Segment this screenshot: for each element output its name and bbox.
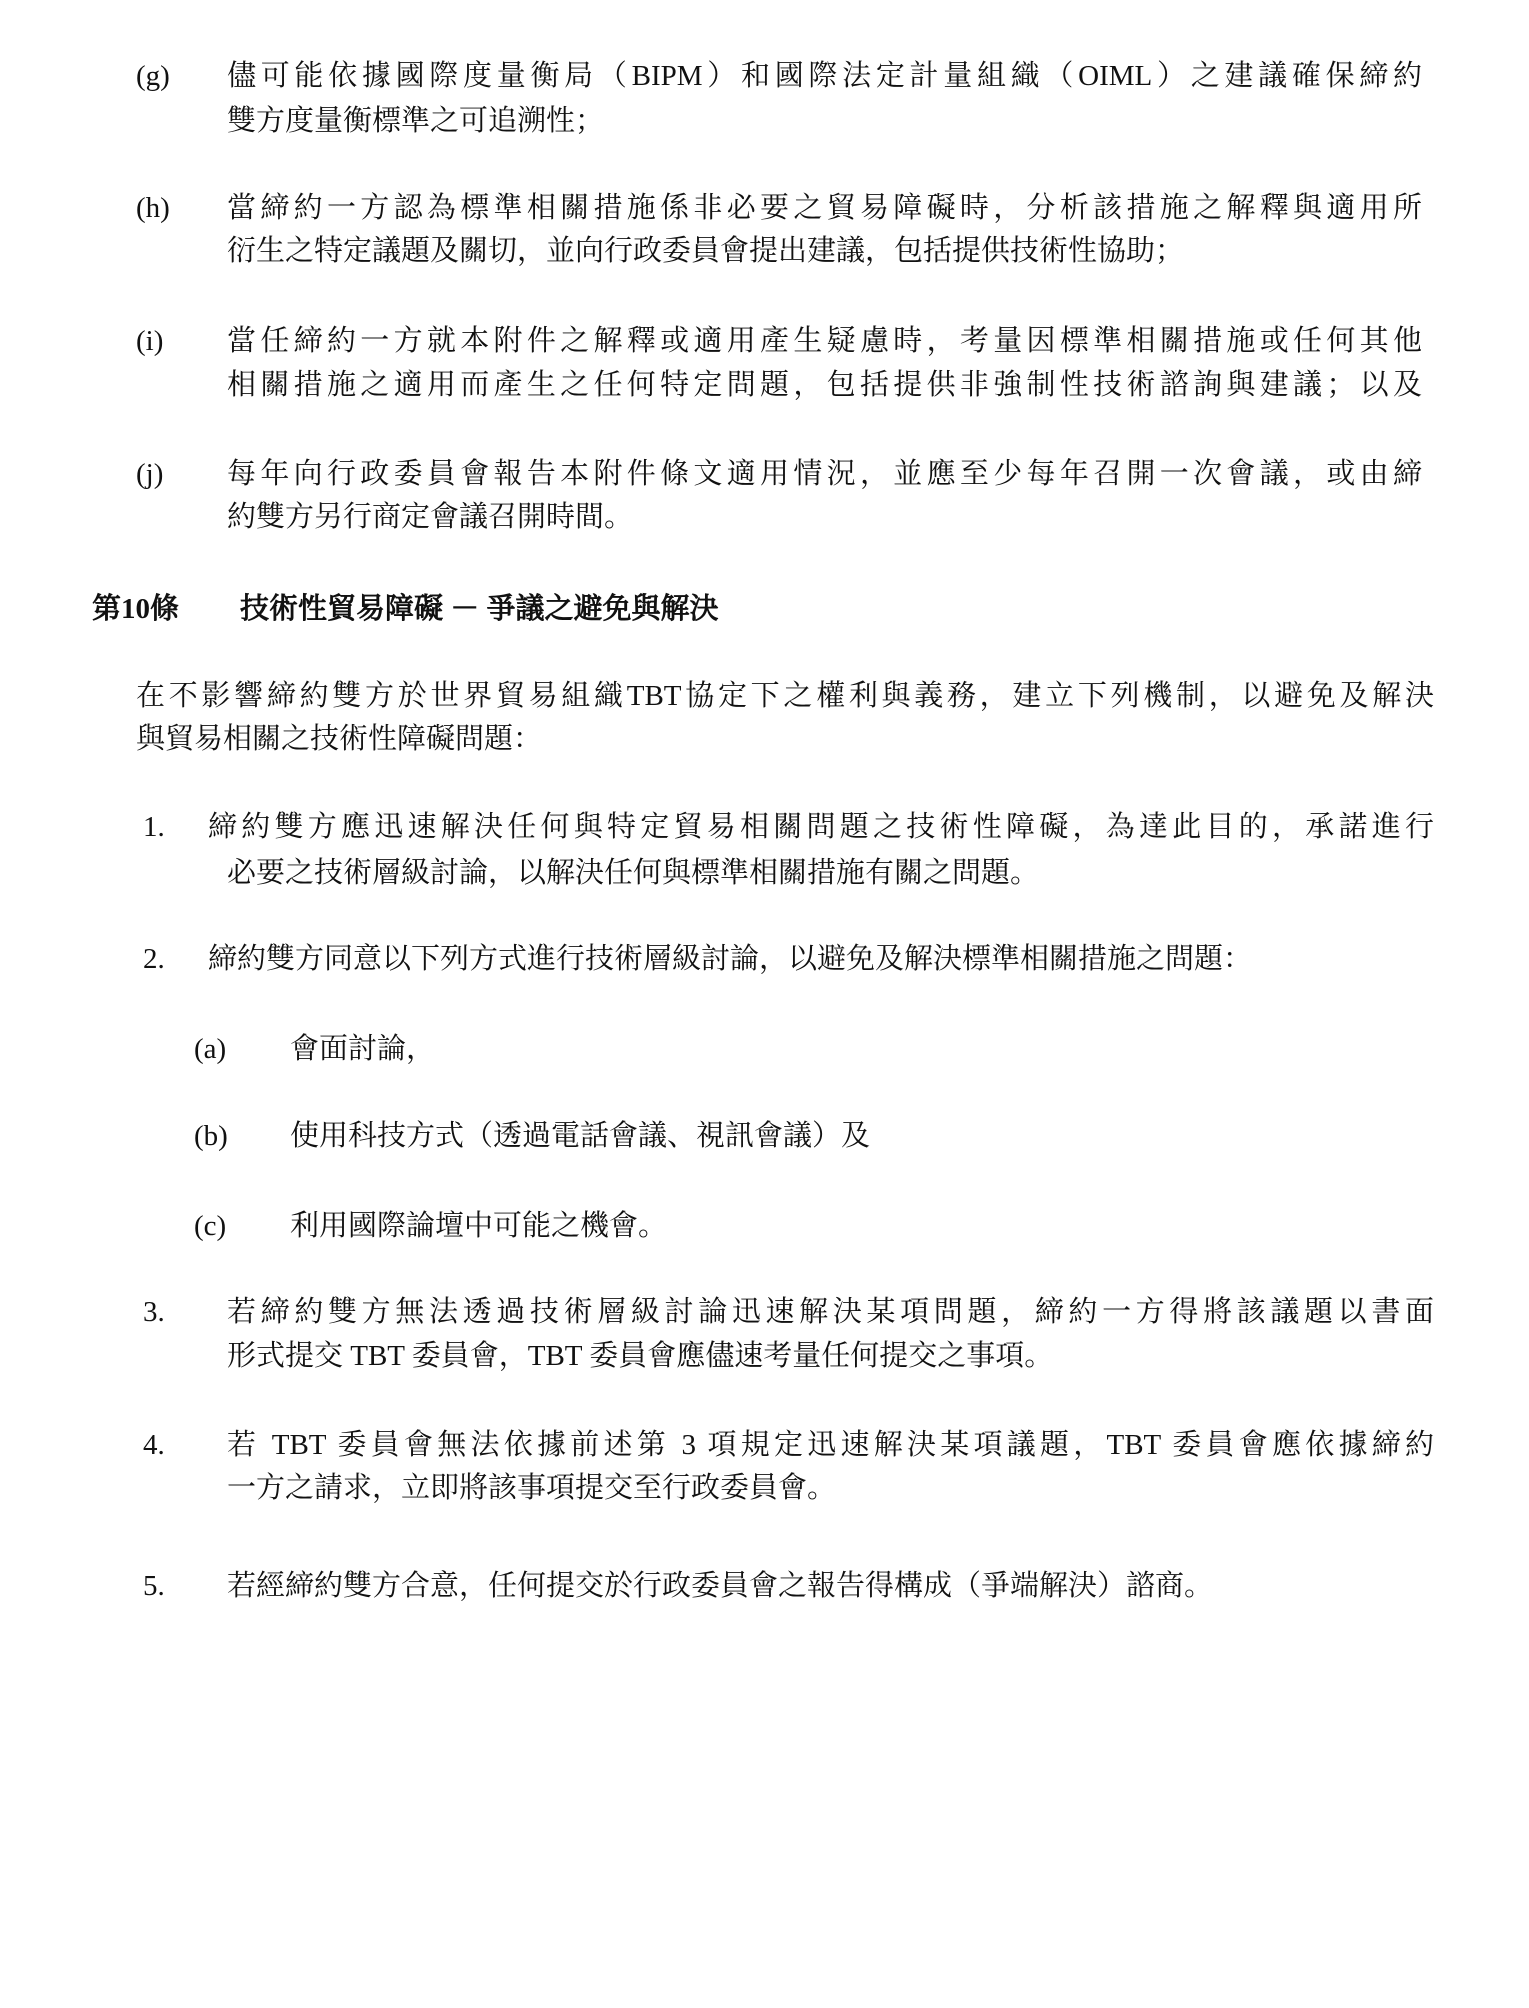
- item-text-line: 雙方度量衡標準之可追溯性；: [227, 105, 605, 137]
- item-text-line: 相關措施之適用而產生之任何特定問題，包括提供非強制性技術諮詢與建議；以及: [227, 369, 1422, 401]
- article-number: 第10條: [92, 593, 180, 625]
- item-label: 5.: [143, 1570, 165, 1602]
- intro-line: 在不影響締約雙方於世界貿易組織TBT協定下之權利與義務，建立下列機制，以避免及解決: [136, 680, 1434, 712]
- item-text-line: 每年向行政委員會報告本附件條文適用情況，並應至少每年召開一次會議，或由締: [227, 458, 1422, 490]
- item-label: 1.: [143, 811, 165, 843]
- item-label: 2.: [143, 943, 165, 975]
- item-text-line: 締約雙方同意以下列方式進行技術層級討論，以避免及解決標準相關措施之問題：: [208, 943, 1253, 975]
- subitem-text: 使用科技方式（透過電話會議、視訊會議）及: [290, 1120, 871, 1152]
- item-text-line: 當任締約一方就本附件之解釋或適用產生疑慮時，考量因標準相關措施或任何其他: [227, 325, 1422, 357]
- item-label: 4.: [143, 1429, 165, 1461]
- item-text-line: 若 TBT 委員會無法依據前述第 3 項規定迅速解決某項議題，TBT 委員會應依據締約: [227, 1429, 1434, 1461]
- item-label: 3.: [143, 1296, 165, 1328]
- item-text-line: 儘可能依據國際度量衡局（BIPM）和國際法定計量組織（OIML）之建議確保締約: [227, 60, 1422, 92]
- item-text-line: 若締約雙方無法透過技術層級討論迅速解決某項問題，締約一方得將該議題以書面: [227, 1296, 1434, 1328]
- item-text-line: 若經締約雙方合意，任何提交於行政委員會之報告得構成（爭端解決）諮商。: [227, 1570, 1214, 1602]
- intro-line: 與貿易相關之技術性障礙問題：: [136, 723, 543, 755]
- item-text-line: 締約雙方應迅速解決任何與特定貿易相關問題之技術性障礙，為達此目的，承諾進行: [208, 811, 1434, 843]
- item-text-line: 必要之技術層級討論，以解決任何與標準相關措施有關之問題。: [227, 857, 1040, 889]
- item-label: (i): [136, 325, 164, 357]
- subitem-label: (a): [194, 1033, 227, 1065]
- item-label: (j): [136, 458, 164, 490]
- subitem-text: 會面討論，: [290, 1033, 436, 1065]
- item-label: (g): [136, 60, 170, 92]
- subitem-label: (b): [194, 1120, 228, 1152]
- item-text-line: 約雙方另行商定會議召開時間。: [227, 501, 634, 533]
- item-text-line: 形式提交 TBT 委員會，TBT 委員會應儘速考量任何提交之事項。: [227, 1340, 1054, 1372]
- item-label: (h): [136, 192, 170, 224]
- item-text-line: 當締約一方認為標準相關措施係非必要之貿易障礙時，分析該措施之解釋與適用所: [227, 192, 1422, 224]
- subitem-text: 利用國際論壇中可能之機會。: [290, 1210, 668, 1242]
- article-title: 技術性貿易障礙 － 爭議之避免與解決: [240, 593, 719, 625]
- item-text-line: 一方之請求，立即將該事項提交至行政委員會。: [227, 1472, 837, 1504]
- subitem-label: (c): [194, 1210, 227, 1242]
- item-text-line: 衍生之特定議題及關切，並向行政委員會提出建議，包括提供技術性協助；: [227, 235, 1185, 267]
